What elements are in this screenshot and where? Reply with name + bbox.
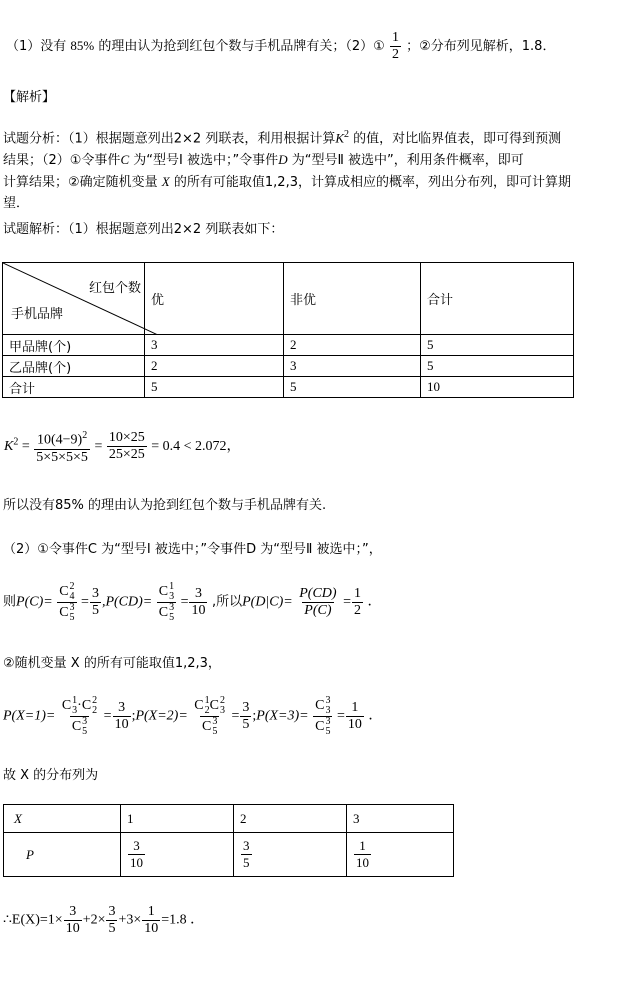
- distribution-table: [3, 804, 454, 877]
- answer-percent: 85%: [70, 38, 95, 53]
- diagonal-line: [3, 263, 158, 335]
- solution-intro: 试题解析：（1）根据题意列出2×2 列联表如下：: [3, 222, 284, 237]
- conditional-probability: 则P(C)= C 2 4 C 3 5 = $\frac{3}{5}$ ,P(CD)= C 1 3 C 3 5 = $\frac{3}{10}$ ,所以P(D|C)= $\frac{P(CD)}{P(C)}$ = $\frac{1}{2}$ ．: [3, 581, 382, 623]
- k2-formula: $K^2$ = $\frac{10(4-9)^2}{5\times 5\times 5\times 5}$ = $\frac{10\times 25}{25\times 25}$ = 0.4 < 2.072，: [4, 430, 241, 465]
- conclusion-text: 所以没有85% 的理由认为抢到红包个数与手机品牌有关.: [3, 498, 327, 513]
- table-row: P $\frac{3}{10}$ $\frac{3}{5}$ $\frac{1}{10}$: [4, 833, 454, 877]
- table-row: X 1 2 3: [4, 805, 454, 833]
- distribution-title: 故 X 的分布列为: [3, 768, 99, 783]
- analysis-paragraph: 试题分析：（1）根据题意列出2×2 列联表，利用根据计算$K^2$ 的值，对比临界值表，即可得到预测 结果；（2）①令事件C 为“型号Ⅰ 被选中；”令事件D 为“型号Ⅱ 被选中”，利用条件概率，即可 计算结果；②确定随机变量 X 的所有可能取值1,2,3，计算成相应的概率，列出分布列，即可计算期 望．: [3, 129, 571, 212]
- expectation-formula: ∴E(X)=1× $\frac{3}{10}$ +2× $\frac{3}{5}$ +3× $\frac{1}{10}$ =1.8 ．: [3, 904, 205, 936]
- table-row: 甲品牌(个) 3 2 5: [3, 335, 574, 356]
- table-header-cell: 合计: [421, 263, 574, 335]
- table-corner-cell: 红包个数 手机品牌: [3, 263, 145, 335]
- section-header: 【解析】: [3, 90, 56, 105]
- contingency-table: [2, 262, 574, 398]
- table-row: 乙品牌(个) 2 3 5: [3, 356, 574, 377]
- table-header-cell: 非优: [284, 263, 421, 335]
- part2-text: （2）①令事件C 为“型号Ⅰ 被选中；”令事件D 为“型号Ⅱ 被选中；”，: [3, 542, 382, 557]
- probabilities-formula: P(X=1)= C 1 3 ·C 2 2 C 3 5 = $\frac{3}{10}$ ;P(X=2)= C 1 2 C 2 3 C 3 5 = $\frac{3}{5}$ ;P(X=3)= C 3 3 C 3 5 = $\frac{1}{10}$ ．: [3, 695, 383, 737]
- answer-part2: ；②分布列见解析，1.8．: [406, 39, 556, 54]
- answer-fraction: $\frac{1}{2}$: [391, 30, 399, 62]
- random-variable-text: ②随机变量 X 的所有可能取值1,2,3，: [3, 656, 221, 671]
- table-row: 合计 5 5 10: [3, 377, 574, 398]
- answer-part1b: 的理由认为抢到红包个数与手机品牌有关；（2）①: [98, 39, 385, 54]
- table-header-cell: 优: [145, 263, 284, 335]
- answer-part1: （1）没有: [6, 39, 67, 54]
- answer-line: [6, 30, 555, 63]
